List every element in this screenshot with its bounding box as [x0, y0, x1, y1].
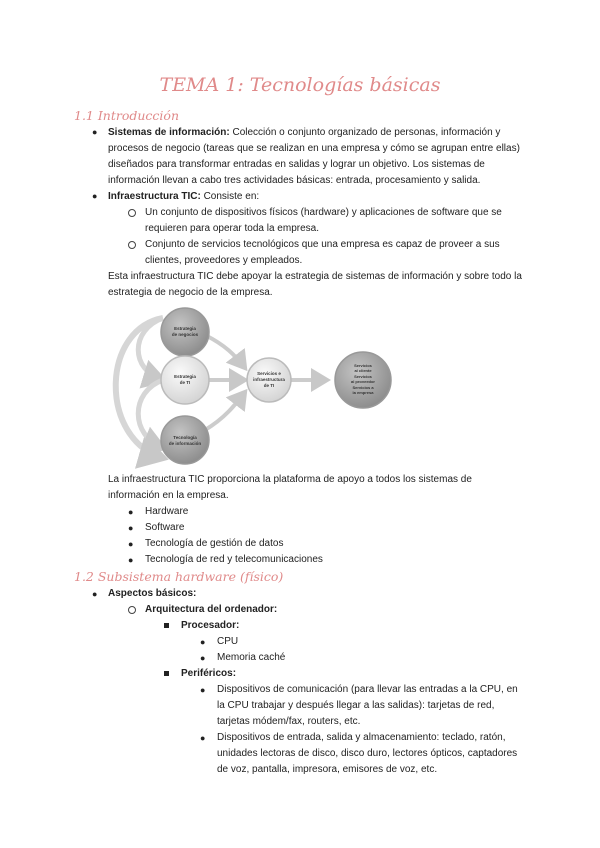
- section-heading-hardware: 1.2 Subsistema hardware (físico): [74, 569, 284, 584]
- label-c3-2: de información: [168, 441, 202, 446]
- si-text: Colección o conjunto organizado de personas, información y: [229, 127, 501, 138]
- bullet-icon: ●: [92, 191, 98, 201]
- es-line-1: Dispositivos de entrada, salida y almacenamiento: teclado, ratón,: [217, 732, 506, 743]
- aspectos-basicos: Aspectos básicos:: [108, 588, 197, 599]
- para-line-2: estrategia de negocio de la empresa.: [108, 287, 273, 298]
- com-line-3: tarjetas módem/fax, routers, etc.: [217, 716, 361, 727]
- bullet-icon: ●: [128, 555, 134, 565]
- label-c4-2: infraestructura: [253, 377, 285, 382]
- circle-bullet-icon: [128, 209, 136, 217]
- label-c4-1: Servicios e: [257, 371, 281, 376]
- tic-label: Infraestructura TIC:: [108, 191, 201, 202]
- label-c1-1: Estrategia: [174, 326, 196, 331]
- label-c5-3: Servicios: [354, 374, 372, 379]
- sub2-line-1: Conjunto de servicios tecnológicos que una empresa es capaz de proveer a sus: [145, 239, 500, 250]
- es-line-3: de voz, pantalla, impresora, emisores de voz, etc.: [217, 764, 438, 775]
- arquitectura-ordenador: Arquitectura del ordenador:: [145, 604, 278, 615]
- si-line-1: [108, 125, 500, 141]
- perifericos: Periféricos:: [181, 668, 237, 679]
- arrow-icon: [205, 392, 245, 430]
- list-item-software: Software: [145, 522, 185, 533]
- bullet-icon: ●: [128, 523, 134, 533]
- bullet-icon: ●: [92, 589, 98, 599]
- list-item-datos: Tecnología de gestión de datos: [145, 538, 284, 549]
- arrow-icon: [205, 335, 245, 368]
- list-item-red: Tecnología de red y telecomunicaciones: [145, 554, 323, 565]
- sub1-line-2: requieren para operar toda la empresa.: [145, 223, 319, 234]
- circle-bullet-icon: [128, 241, 136, 249]
- label-c5-5: Servicios a: [352, 385, 374, 390]
- label-c4-3: de TI: [263, 383, 275, 388]
- page-title: TEMA 1: Tecnologías básicas: [159, 74, 441, 96]
- circle-bullet-icon: [128, 606, 136, 614]
- bullet-icon: ●: [200, 653, 206, 663]
- bullet-icon: ●: [128, 507, 134, 517]
- circle-tecnologia-informacion: [161, 416, 209, 464]
- si-label: Sistemas de información:: [108, 127, 230, 138]
- tic-diagram: [105, 300, 450, 470]
- tic-line: [108, 189, 259, 205]
- item-cache: Memoria caché: [217, 652, 286, 663]
- list-item-hardware: Hardware: [145, 506, 189, 517]
- label-c1-2: de negocios: [171, 332, 199, 337]
- si-line-4: información llevan a cabo tres actividades básicas: entrada, procesamiento y salida.: [108, 175, 481, 186]
- procesador: Procesador:: [181, 620, 240, 631]
- label-c2-1: Estrategia: [174, 374, 196, 379]
- com-line-2: la CPU trabajar y después llegar a las salidas): tarjetas de red,: [217, 700, 495, 711]
- after-line-1: La infraestructura TIC proporciona la plataforma de apoyo a todos los sistemas de: [108, 474, 472, 485]
- para-line-1: Esta infraestructura TIC debe apoyar la estrategia de sistemas de información y sobre todo la: [108, 271, 522, 282]
- tic-text: Consiste en:: [200, 191, 260, 202]
- label-c5-1: Servicios: [354, 363, 372, 368]
- label-c2-2: de TI: [179, 380, 191, 385]
- bullet-icon: ●: [200, 637, 206, 647]
- label-c5-6: la empresa: [352, 390, 374, 395]
- lower-arc-arrow: [138, 380, 163, 448]
- square-bullet-icon: [164, 623, 169, 628]
- com-line-1: Dispositivos de comunicación (para llevar las entradas a la CPU, en: [217, 684, 518, 695]
- es-line-2: unidades lectoras de disco, disco duro, lectores ópticos, captadores: [217, 748, 518, 759]
- after-line-2: información en la empresa.: [108, 490, 229, 501]
- sub2-line-2: clientes, proveedores y empleados.: [145, 255, 303, 266]
- bullet-icon: ●: [92, 127, 98, 137]
- square-bullet-icon: [164, 671, 169, 676]
- item-cpu: CPU: [217, 636, 239, 647]
- bullet-icon: ●: [200, 685, 206, 695]
- bullet-icon: ●: [200, 733, 206, 743]
- label-c5-4: al proveedor: [350, 379, 376, 384]
- si-line-3: diseñados para transformar entradas en salidas y lograr un objetivo. Los sistemas de: [108, 159, 485, 170]
- section-heading-introduccion: 1.1 Introducción: [74, 108, 179, 123]
- bullet-icon: ●: [128, 539, 134, 549]
- label-c5-2: al cliente: [354, 368, 372, 373]
- label-c3-1: Tecnología: [173, 435, 197, 440]
- sub1-line-1: Un conjunto de dispositivos físicos (hardware) y aplicaciones de software que se: [145, 207, 502, 218]
- si-line-2: procesos de negocio (tareas que se realizan en una empresa y cómo se agrupan entre ellas): [108, 143, 520, 154]
